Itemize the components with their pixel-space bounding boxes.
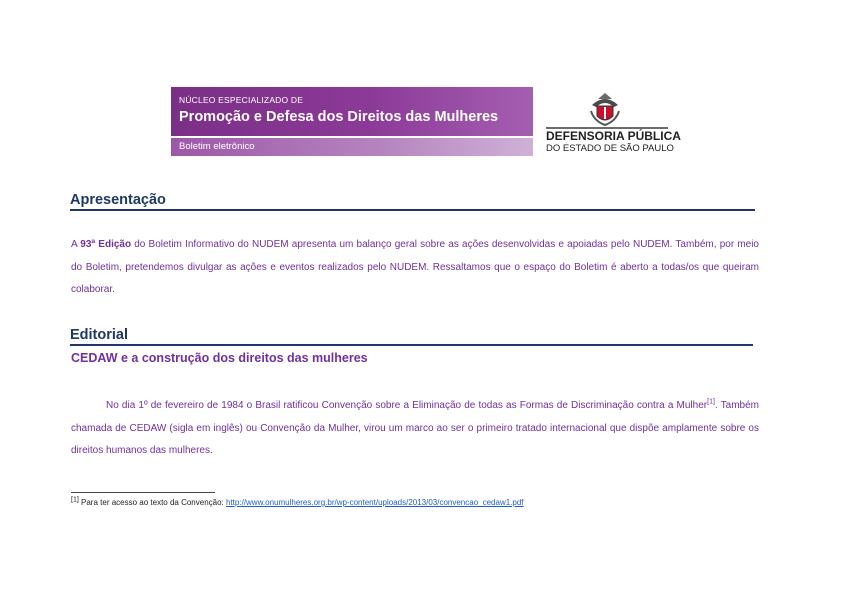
coat-of-arms-icon (588, 91, 622, 127)
footnote-separator (71, 492, 215, 493)
paragraph-prefix: A (71, 239, 81, 250)
nudem-banner (171, 87, 533, 156)
section-heading-apresentacao (70, 192, 755, 211)
paragraph-body: do Boletim Informativo do NUDEM apresenta um balanço geral sobre as ações desenvolvidas e apoiadas pelo NUDEM. Também, por meio do Boletim, pretendemos divulgar as ações e eventos realizados pelo NUDEM. Ressaltamos que o espaço do Boletim é aberto a todas/os que queiram colaborar. (71, 239, 759, 295)
heading-text: Editorial (70, 327, 129, 343)
logo-line-2: DO ESTADO DE SÃO PAULO (546, 143, 674, 154)
editorial-subheading: CEDAW e a construção dos direitos das mulheres (71, 351, 368, 365)
heading-text: Apresentação (70, 192, 166, 208)
defensoria-logo (546, 91, 681, 155)
paragraph-body-1: No dia 1º de fevereiro de 1984 o Brasil ratificou Convenção sobre a Eliminação de todas as Formas de Discriminação contra a Mulher (106, 400, 708, 411)
edition-highlight: 93ª Edição (80, 239, 132, 250)
footnote-marker: [1] (71, 496, 79, 504)
logo-line-1: DEFENSORIA PÚBLICA (546, 129, 681, 143)
section-heading-editorial (70, 327, 753, 346)
banner-subtitle: Boletim eletrônico (171, 138, 533, 156)
paragraph-body-2: . Também chamada de CEDAW (sigla em inglês) ou Convenção da Mulher, virou um marco ao ser o primeiro tratado internacional que dispõe amplamente sobre os direitos humanos das mulheres. (71, 400, 759, 456)
apresentacao-paragraph (71, 234, 759, 302)
footnote-text: Para ter acesso ao texto da Convenção: (78, 498, 226, 507)
convention-link[interactable]: http://www.onumulheres.org.br/wp-content/uploads/2013/03/convencao_cedaw1.pdf (226, 498, 524, 507)
footnote (71, 498, 524, 507)
banner-kicker: NÚCLEO ESPECIALIZADO DE (179, 95, 304, 105)
banner-title-block (171, 87, 533, 136)
editorial-paragraph (71, 395, 759, 463)
footnote-reference[interactable]: [1] (707, 398, 715, 406)
banner-title: Promoção e Defesa dos Direitos das Mulheres (179, 109, 499, 125)
